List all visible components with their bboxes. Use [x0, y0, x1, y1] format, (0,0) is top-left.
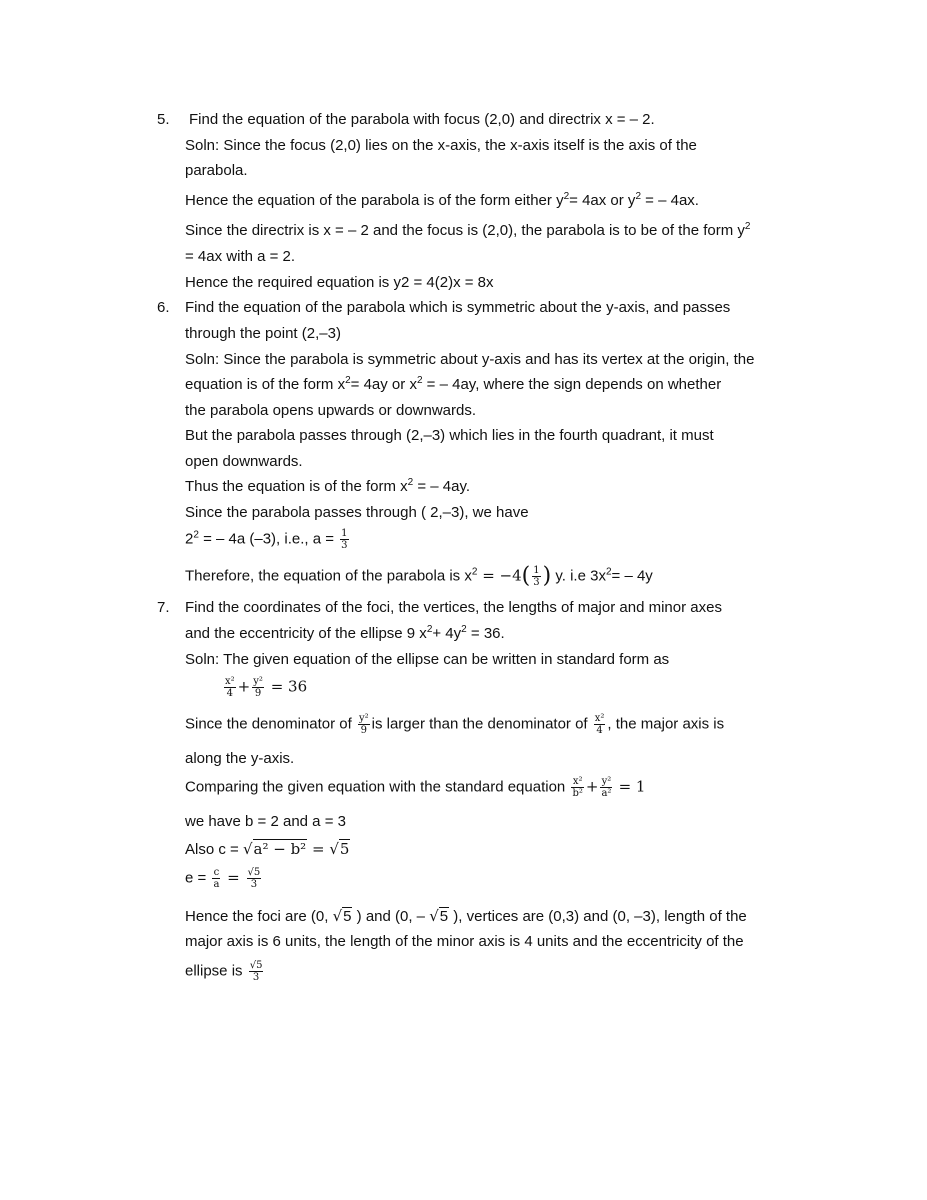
- q6-solution-line-3: the parabola opens upwards or downwards.: [185, 402, 477, 419]
- q6-solution-line-1: Soln: Since the parabola is symmetric about y-axis and has its vertex at the origin, the: [185, 351, 755, 368]
- q7-solution-line-5: Comparing the given equation with the standard equation $\frac{\text{x²}}{\text{b²}}$ + $\frac{\text{y²}}{\text{a²}}$ = 1: [185, 776, 646, 799]
- q5-solution-line-3: Hence the equation of the parabola is of the form either $y^2= 4ax$ or $y^2$ = – 4ax.: [185, 191, 699, 209]
- q7-solution-line-11: ellipse is $\frac{√5}{3}$: [185, 960, 263, 983]
- question-6-text-line-1: Find the equation of the parabola which is symmetric about the y-axis, and passes: [185, 299, 731, 316]
- question-number-5: 5.: [157, 111, 170, 128]
- q5-solution-line-5: = 4ax with a = 2.: [185, 248, 296, 265]
- q6-solution-line-7: Since the parabola passes through ( 2,–3), we have: [185, 504, 529, 521]
- q7-solution-line-4: along the y-axis.: [185, 750, 295, 767]
- q6-solution-line-9: Therefore, the equation of the parabola is $x^2 = -4$( $\frac{1}{3}$ ) y. i.e $3x^2= - 4y$: [185, 563, 653, 589]
- q7-solution-line-9: Hence the foci are (0, √5 ) and (0, – √5 ), vertices are (0,3) and (0, –3), length of the: [185, 907, 747, 925]
- q7-solution-line-6: we have b = 2 and a = 3: [185, 813, 346, 830]
- fraction-one-third: $\frac{1}{3}$: [341, 528, 348, 551]
- q5-solution-line-4: Since the directrix is x = – 2 and the focus is (2,0), the parabola is to be of the form $y^2$: [185, 221, 751, 239]
- q6-solution-line-2: equation is of the form $x^2= 4ay$ or $x^2$ = – 4ay, where the sign depends on whether: [185, 375, 722, 393]
- q5-solution-line-1: Soln: Since the focus (2,0) lies on the x-axis, the x-axis itself is the axis of the: [185, 137, 697, 154]
- question-number-7: 7.: [157, 599, 170, 616]
- q6-solution-line-6: Thus the equation is of the form $x^2$ = – 4ay.: [185, 477, 471, 495]
- question-number-6: 6.: [157, 299, 170, 316]
- question-5-text: Find the equation of the parabola with focus (2,0) and directrix x = – 2.: [189, 111, 655, 128]
- q5-solution-line-6: Hence the required equation is y2 = 4(2)x = 8x: [185, 274, 494, 291]
- q7-solution-line-1: Soln: The given equation of the ellipse can be written in standard form as: [185, 651, 670, 668]
- q7-solution-line-7: Also c = √a² − b² = √5: [185, 840, 350, 858]
- q5-solution-line-2: parabola.: [185, 162, 248, 179]
- question-6-text-line-2: through the point (2,–3): [185, 325, 341, 342]
- q6-solution-line-5: open downwards.: [185, 453, 303, 470]
- q7-equation-standard-form: $\frac{\text{x²}}{4}$ + $\frac{\text{y²}}{9}$ = 36: [225, 676, 308, 699]
- q7-solution-line-8: e = $\frac{c}{a}$ = $\frac{√5}{3}$: [185, 867, 261, 890]
- q6-solution-line-4: But the parabola passes through (2,–3) which lies in the fourth quadrant, it must: [185, 427, 714, 444]
- q6-solution-line-8: $2^2$ = – 4a (–3), i.e., a = $\frac{1}{3}$: [185, 528, 348, 551]
- question-7-text-line-1: Find the coordinates of the foci, the vertices, the lengths of major and minor axes: [185, 599, 722, 616]
- q7-solution-line-10: major axis is 6 units, the length of the minor axis is 4 units and the eccentricity of the: [185, 933, 744, 950]
- q7-solution-line-3: Since the denominator of $\frac{\text{y²}}{9}$ is larger than the denominator of $\frac{\text{x²}}{4}$ , the major axis is: [185, 713, 725, 736]
- question-7-text-line-2: and the eccentricity of the ellipse 9 $x^2+ 4y^2 = 36$.: [185, 624, 505, 642]
